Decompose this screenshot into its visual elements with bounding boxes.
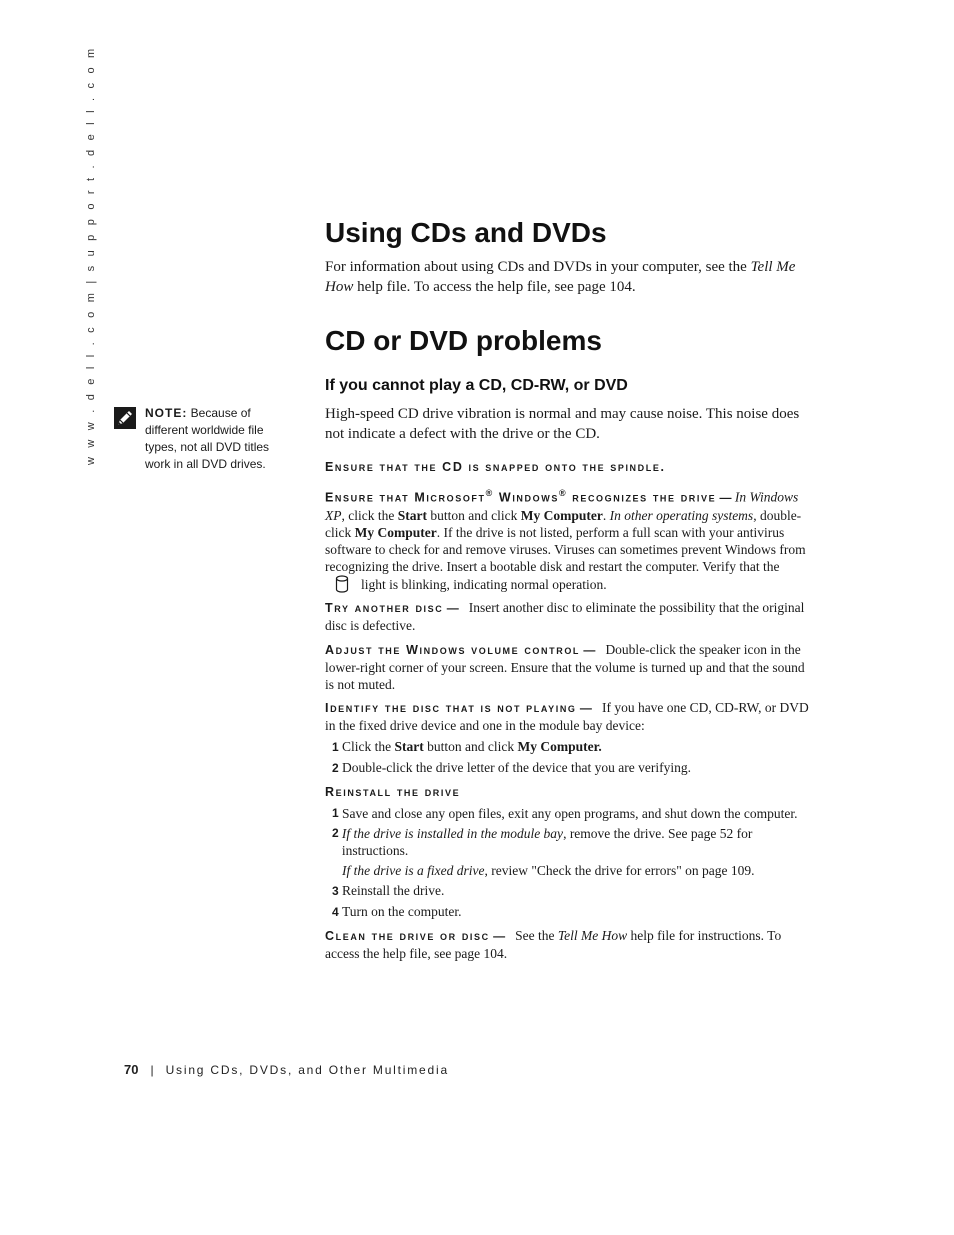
registered-mark: ® — [485, 488, 494, 498]
text: . — [602, 507, 610, 523]
start-ref: Start — [394, 738, 424, 754]
text: , click the — [341, 507, 398, 523]
note-text — [145, 405, 294, 473]
text: In other operating systems — [609, 507, 754, 523]
item-windows-recognizes — [325, 485, 815, 593]
item-snapped — [325, 458, 815, 476]
text: , double-click — [325, 507, 802, 540]
note-box — [114, 405, 294, 473]
step-number: 3 — [332, 883, 339, 898]
em-dash: — — [576, 700, 596, 715]
item-heading: Windows — [493, 490, 559, 505]
text: button and click — [426, 507, 521, 523]
reinstall-step-3 — [332, 882, 815, 900]
step-number: 1 — [332, 805, 339, 820]
page-footer — [124, 1062, 449, 1077]
em-dash: — — [580, 642, 599, 657]
item-heading: Adjust the Windows volume control — [325, 642, 581, 657]
item-heading: Try another disc — [325, 600, 444, 615]
item-reinstall — [325, 783, 815, 801]
text: See the — [515, 927, 558, 943]
item-clean — [325, 927, 815, 962]
item-heading: Ensure that Microsoft — [325, 490, 486, 505]
reinstall-step-2-alt — [342, 862, 815, 879]
step-number: 4 — [332, 904, 339, 919]
item-heading: Ensure that the CD is snapped onto the spindle. — [325, 460, 666, 474]
text: , review "Check the drive for errors" on page 109. — [484, 862, 755, 878]
reinstall-step-1 — [332, 805, 815, 822]
item-heading: Identify the disc that is not playing — [325, 700, 577, 715]
text: Save and close any open files, exit any open programs, and shut down the computer. — [342, 805, 798, 821]
tell-me-how-ref: Tell Me How — [325, 259, 796, 295]
item-identify — [325, 699, 815, 734]
reinstall-step-2 — [332, 825, 815, 859]
identify-step-2 — [332, 759, 815, 777]
text: button and click — [423, 738, 518, 754]
my-computer-ref: My Computer — [354, 524, 437, 540]
text: If the drive is installed in the module bay — [341, 825, 564, 841]
footer-section-title: Using CDs, DVDs, and Other Multimedia — [165, 1063, 449, 1077]
page-number: 70 — [124, 1062, 139, 1077]
text: In Windows XP — [325, 489, 799, 523]
identify-step-1 — [332, 738, 815, 756]
text: Insert another disc to eliminate the possibility that the original disc is defective. — [325, 599, 805, 633]
step-number: 2 — [332, 760, 339, 775]
registered-mark: ® — [558, 488, 568, 498]
step-number: 1 — [332, 739, 339, 754]
using-cds-paragraph — [325, 257, 815, 297]
text: help file for instructions. To access the help file, see page 104. — [325, 927, 782, 961]
note-body: Because of different worldwide file types, not all DVD titles work in all DVD drives. — [145, 406, 270, 471]
note-pencil-icon — [114, 407, 136, 429]
text: If the drive is a fixed drive — [342, 862, 485, 878]
text: , remove the drive. See page 52 for instructions. — [341, 825, 753, 858]
main-content — [325, 214, 815, 962]
section-title-using-cds: Using CDs and DVDs — [325, 217, 607, 248]
my-computer-ref: My Computer. — [517, 738, 602, 754]
text: Click the — [342, 738, 395, 754]
drive-light-icon — [335, 575, 349, 593]
text: For information about using CDs and DVDs in your computer, see the — [325, 259, 751, 275]
footer-separator: | — [150, 1063, 154, 1077]
subsection-title: If you cannot play a CD, CD-RW, or DVD — [325, 377, 628, 394]
note-label: NOTE: — [145, 406, 188, 420]
text: Double-click the speaker icon in the lower-right corner of your screen. Ensure that the volume is turned up and that the sound is not muted. — [325, 641, 805, 692]
my-computer-ref: My Computer — [520, 507, 603, 523]
item-heading: recognizes the drive — [567, 490, 717, 505]
item-try-another — [325, 599, 815, 634]
em-dash: — — [489, 928, 509, 943]
side-url: w w w . d e l l . c o m | s u p p o r t . d e l l . c o m — [85, 45, 97, 465]
section-title-problems: CD or DVD problems — [325, 325, 602, 356]
step-number: 2 — [332, 825, 339, 840]
tell-me-how-ref: Tell Me How — [557, 927, 628, 943]
text: . If the drive is not listed, perform a full scan with your antivirus software to check for and remove viruses. Viruses can sometimes prevent Windows from recognizing the drive. Insert a bootable disk and restart the computer. Verify that the — [325, 524, 806, 574]
text: help file. To access the help file, see page 104. — [353, 279, 636, 295]
em-dash: — — [716, 490, 735, 505]
text: Double-click the drive letter of the device that you are verifying. — [342, 759, 691, 775]
reinstall-step-4 — [332, 903, 815, 921]
text: Reinstall the drive. — [342, 882, 445, 898]
text: light is blinking, indicating normal operation. — [361, 576, 607, 592]
item-heading: Reinstall the drive — [325, 784, 461, 799]
em-dash: — — [443, 600, 463, 615]
text: Turn on the computer. — [342, 903, 462, 919]
item-heading: Clean the drive or disc — [325, 928, 490, 943]
text: If you have one CD, CD-RW, or DVD in the fixed drive device and one in the module bay device: — [325, 699, 809, 733]
intro-paragraph: High-speed CD drive vibration is normal and may cause noise. This noise does not indicate a defect with the drive or the CD. — [325, 406, 800, 442]
item-volume — [325, 641, 815, 693]
start-ref: Start — [397, 507, 427, 523]
